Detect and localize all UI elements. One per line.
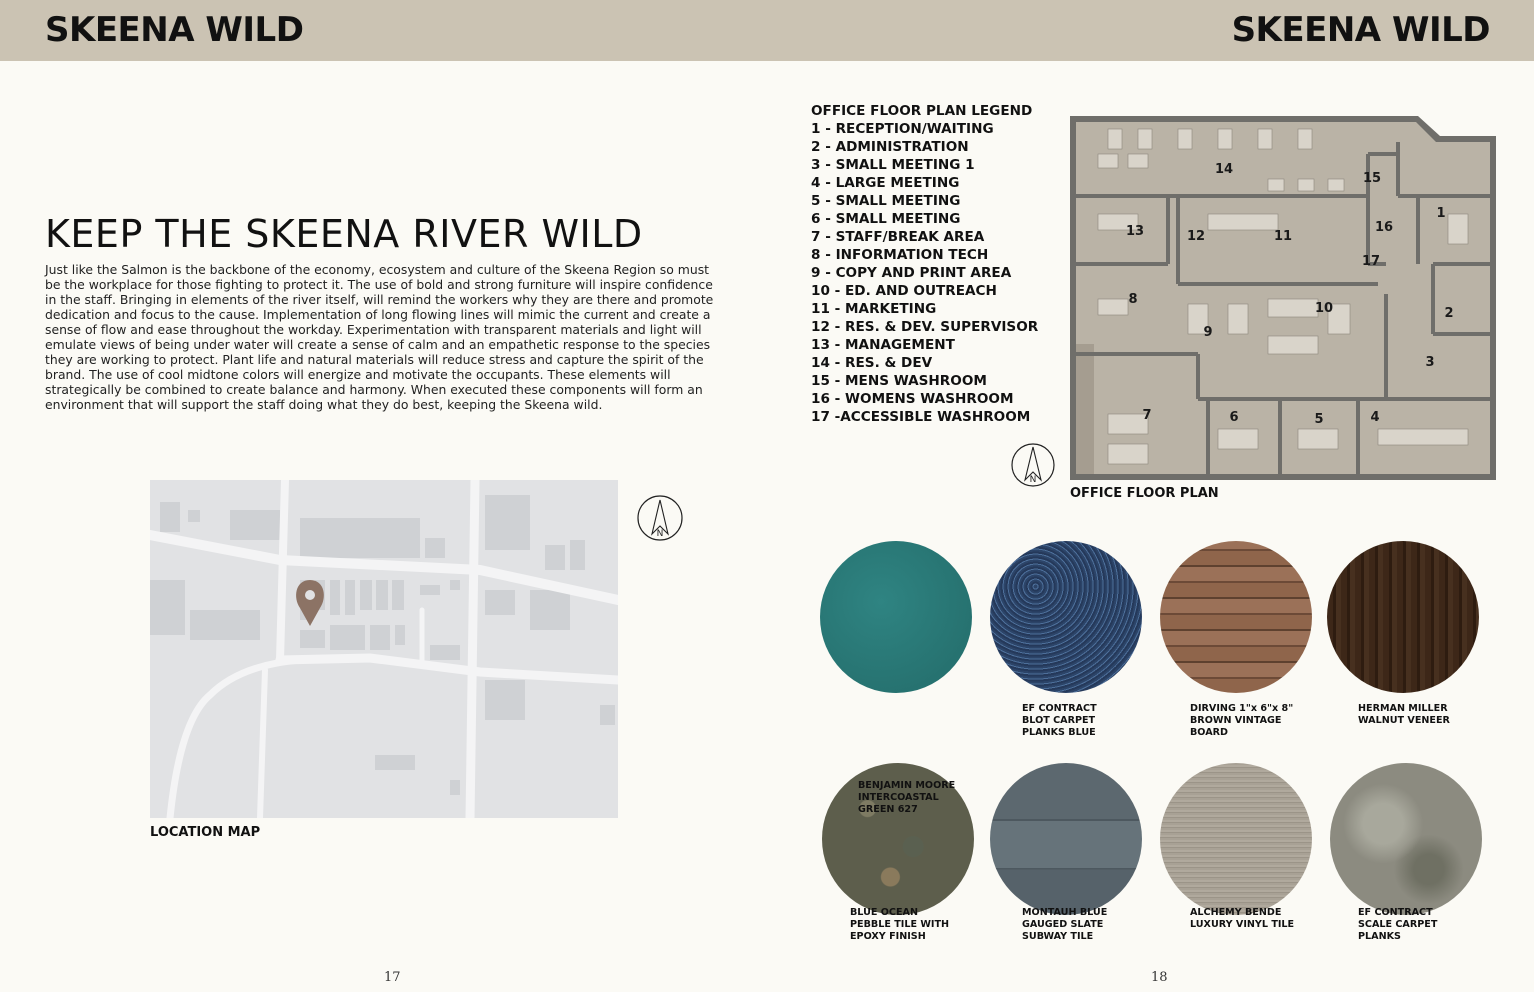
floor-plan-legend xyxy=(811,102,1038,426)
legend-item: 15 - MENS WASHROOM xyxy=(811,373,987,389)
header-bar xyxy=(0,0,1534,61)
north-letter: N xyxy=(1029,475,1037,485)
room-number: 4 xyxy=(1370,410,1380,425)
page-headline: KEEP THE SKEENA RIVER WILD xyxy=(45,212,643,256)
room-number: 16 xyxy=(1374,220,1394,235)
map-graphic xyxy=(150,480,618,818)
room-number: 9 xyxy=(1203,325,1213,340)
room-number: 2 xyxy=(1444,306,1454,321)
page-number-left: 17 xyxy=(384,970,401,985)
swatch-label: HERMAN MILLER WALNUT VENEER xyxy=(1358,703,1450,726)
room-number: 3 xyxy=(1425,355,1435,370)
legend-item: 17 -ACCESSIBLE WASHROOM xyxy=(811,409,1031,425)
swatch-label: BLUE OCEAN PEBBLE TILE WITH EPOXY FINISH xyxy=(850,907,950,942)
north-arrow-icon xyxy=(1010,442,1056,488)
legend-item: 14 - RES. & DEV xyxy=(811,355,933,371)
room-number: 12 xyxy=(1186,229,1206,244)
office-floor-plan xyxy=(1068,114,1498,482)
legend-list xyxy=(811,120,1038,426)
swatch-label: EF CONTRACT SCALE CARPET PLANKS xyxy=(1358,907,1438,942)
legend-item: 12 - RES. & DEV. SUPERVISOR xyxy=(811,319,1039,335)
north-arrow-icon xyxy=(636,494,684,542)
north-letter: N xyxy=(656,529,664,539)
swatch-label: ALCHEMY BENDE LUXURY VINYL TILE xyxy=(1190,907,1295,930)
room-number: 15 xyxy=(1362,171,1382,186)
room-number: 10 xyxy=(1314,301,1334,316)
teal-paint-swatch xyxy=(820,541,972,693)
legend-item: 11 - MARKETING xyxy=(811,301,937,317)
brand-title-right: SKEENA WILD xyxy=(1231,10,1490,50)
location-map xyxy=(150,480,618,818)
legend-item: 4 - LARGE MEETING xyxy=(811,175,960,191)
concept-paragraph: Just like the Salmon is the backbone of the economy, ecosystem and culture of the Skeena Region so must be the workplace for those fighting to protect it. The use of bold and strong furniture will inspire confidence in the staff. Bringing in elements of the river itself, will remind the workers why they are there and promote dedication and focus to the cause. Implementation of long flowing lines will mimic the current and create a sense of flow and ease throughout the workday. Experimentation with transparent materials and light will emulate views of being under water will create a sense of calm and an empathetic response to the species they are working to protect. Plant life and natural materials will reduce stress and capture the spirit of the brand. The use of cool midtone colors will energize and motivate the occupants. These elements will strategically be combined to create balance and harmony. When executed these components will form an environment that will support the staff doing what they do best, keeping the Skeena wild. xyxy=(45,262,714,412)
legend-item: 9 - COPY AND PRINT AREA xyxy=(811,265,1012,281)
swatch-label: EF CONTRACT BLOT CARPET PLANKS BLUE xyxy=(1022,703,1097,738)
legend-item: 16 - WOMENS WASHROOM xyxy=(811,391,1014,407)
page-number-right: 18 xyxy=(1151,970,1168,985)
brand-title-left: SKEENA WILD xyxy=(45,10,304,50)
swatch-label: MONTAUH BLUE GAUGED SLATE SUBWAY TILE xyxy=(1022,907,1108,942)
legend-title: OFFICE FLOOR PLAN LEGEND xyxy=(811,103,1033,119)
legend-item: 3 - SMALL MEETING 1 xyxy=(811,157,975,173)
swatch-label: DIRVING 1"x 6"x 8" BROWN VINTAGE BOARD xyxy=(1190,703,1294,738)
room-number: 13 xyxy=(1125,224,1145,239)
floor-plan-caption: OFFICE FLOOR PLAN xyxy=(1070,486,1219,501)
legend-item: 1 - RECEPTION/WAITING xyxy=(811,121,994,137)
room-number: 17 xyxy=(1361,254,1381,269)
vinyl-tile-swatch xyxy=(1160,763,1312,915)
brown-board-swatch xyxy=(1160,541,1312,693)
legend-item: 7 - STAFF/BREAK AREA xyxy=(811,229,985,245)
legend-item: 8 - INFORMATION TECH xyxy=(811,247,989,263)
blue-carpet-swatch xyxy=(990,541,1142,693)
slate-tile-swatch xyxy=(990,763,1142,915)
room-number: 11 xyxy=(1273,229,1293,244)
room-number: 7 xyxy=(1142,408,1152,423)
legend-item: 13 - MANAGEMENT xyxy=(811,337,955,353)
legend-item: 5 - SMALL MEETING xyxy=(811,193,961,209)
walnut-veneer-swatch xyxy=(1327,541,1479,693)
room-number: 6 xyxy=(1229,410,1239,425)
location-map-caption: LOCATION MAP xyxy=(150,825,261,840)
legend-item: 6 - SMALL MEETING xyxy=(811,211,961,227)
legend-item: 2 - ADMINISTRATION xyxy=(811,139,969,155)
paint-overlay-label: BENJAMIN MOORE INTERCOASTAL GREEN 627 xyxy=(858,780,956,815)
room-number: 14 xyxy=(1214,162,1234,177)
legend-item: 10 - ED. AND OUTREACH xyxy=(811,283,997,299)
scale-carpet-swatch xyxy=(1330,763,1482,915)
room-number: 5 xyxy=(1314,412,1324,427)
room-number: 8 xyxy=(1128,292,1138,307)
room-number: 1 xyxy=(1436,206,1446,221)
